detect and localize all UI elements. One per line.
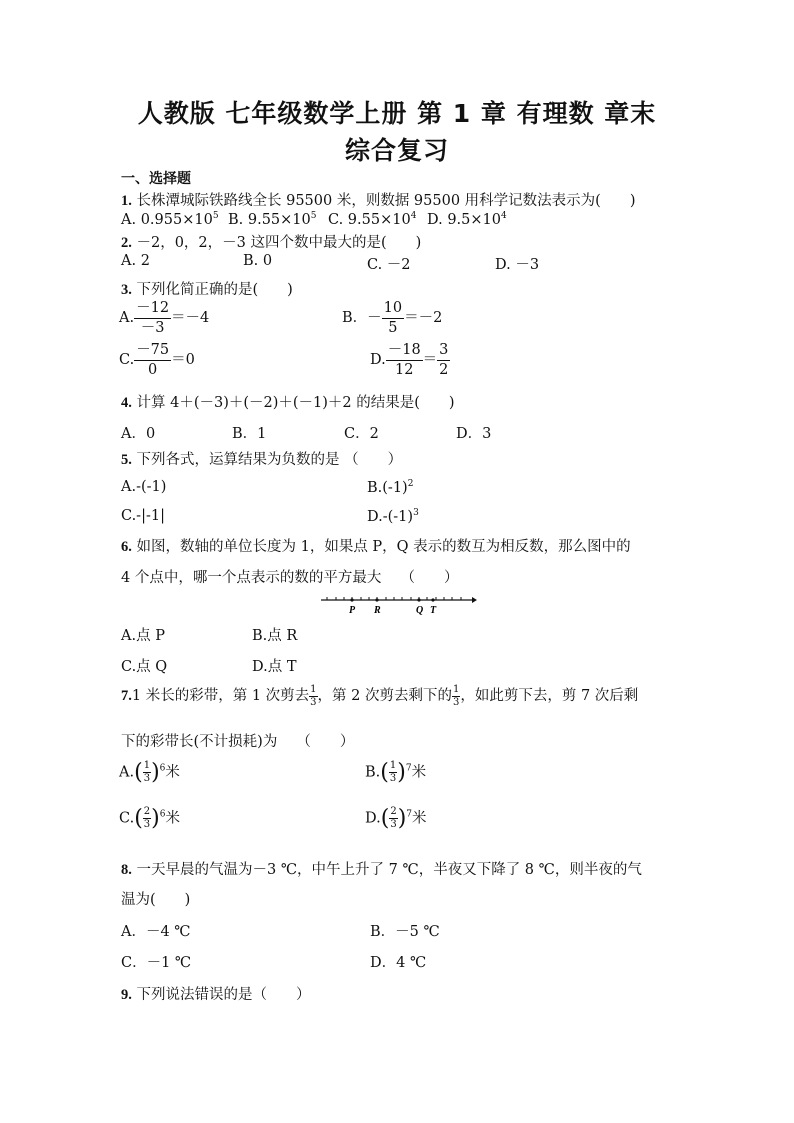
label-t: T — [430, 605, 437, 616]
q8-option-c: C．－1 ℃ — [121, 955, 192, 971]
page-title-line2: 综合复习 — [344, 136, 449, 165]
question-3: 3. 下列化简正确的是( ) — [121, 282, 293, 298]
question-7-line1: 7.1 米长的彩带，第 1 次剪去 $\frac{1}{3}$ ，第 2 次剪去剩下的 $\frac{1}{3}$ ，如此剪下去，剪 7 次后剩 — [121, 683, 639, 708]
q3-option-b: B．－ $\frac{10}{5}$ ＝－2 — [342, 300, 443, 336]
number-line-figure — [318, 592, 478, 616]
q3-option-d: D. $\frac{-18}{12}$ ＝ $\frac{3}{2}$ — [370, 342, 449, 378]
point-p — [350, 598, 353, 601]
q7-option-a: A.( $\frac{1}{3}$ )$^6$米 — [119, 760, 180, 785]
q2-option-d: D. －3 — [495, 257, 540, 273]
q4-option-d: D．3 — [456, 426, 492, 442]
q6-option-b: B.点 R — [252, 628, 298, 644]
label-p: P — [349, 605, 356, 616]
question-1 — [121, 189, 636, 210]
q1-option-d: D. $9.5\times 10^4$ — [427, 211, 507, 228]
q5-option-c: C.-|-1| — [121, 508, 165, 524]
q2-option-c: C. －2 — [367, 257, 411, 273]
point-t — [431, 598, 434, 601]
q6-option-d: D.点 T — [252, 659, 297, 675]
point-r — [375, 598, 378, 601]
label-r: R — [374, 605, 381, 616]
q5-option-d: $D.-(-1)^3$ — [367, 508, 419, 525]
q3-option-a: A. $\frac{-12}{-3}$ ＝－4 — [119, 300, 210, 336]
label-q: Q — [416, 605, 424, 616]
number-line-arrow — [472, 597, 477, 603]
question-8-line1: 8. 一天早晨的气温为－3 ℃，中午上升了 7 ℃，半夜又下降了 8 ℃，则半夜的气 — [121, 862, 642, 878]
q6-option-c: C.点 Q — [121, 659, 168, 675]
question-8-line2: 温为( ) — [121, 892, 191, 908]
q1-option-c: C. $9.55\times 10^4$ — [328, 211, 417, 228]
q7-option-b: B.( $\frac{1}{3}$ )$^7$米 — [365, 760, 427, 785]
q1-option-b: B. $9.55\times 10^5$ — [228, 211, 317, 228]
q4-option-b: B．1 — [232, 426, 267, 442]
question-text: 长株潭城际铁路线全长 95500 米，则数据 95500 用科学记数法表示为( ) — [136, 193, 636, 209]
question-6-line2: 4 个点中，哪一个点表示的数的平方最大 （ ） — [121, 570, 459, 586]
point-q — [417, 598, 420, 601]
question-number: 1. — [121, 193, 132, 209]
question-7-line2: 下的彩带长(不计损耗)为 （ ） — [121, 734, 355, 750]
q4-option-c: C．2 — [344, 426, 379, 442]
q6-option-a: A.点 P — [121, 628, 165, 644]
q3-option-c: C. $\frac{-75}{0}$ ＝0 — [119, 342, 195, 378]
q5-option-a: A.-(-1) — [121, 479, 167, 495]
question-5: 5. 下列各式，运算结果为负数的是 （ ） — [121, 452, 403, 468]
section-heading: 一、选择题 — [121, 171, 191, 187]
q5-option-b: $B.(-1)^2$ — [367, 479, 414, 496]
question-2: 2. －2，0，2，－3 这四个数中最大的是( ) — [121, 235, 422, 251]
q1-option-a: A. $0.955\times 10^5$ — [121, 211, 219, 228]
question-6-line1: 6. 如图，数轴的单位长度为 1，如果点 P，Q 表示的数互为相反数，那么图中的 — [121, 539, 631, 555]
page-title-line1: 人教版 七年级数学上册 第 1 章 有理数 章末 — [137, 99, 657, 128]
q2-option-a: A. 2 — [121, 253, 150, 269]
q7-option-d: D.( $\frac{2}{3}$ )$^7$米 — [365, 806, 427, 831]
q8-option-d: D．4 ℃ — [370, 955, 427, 971]
q7-option-c: C.( $\frac{2}{3}$ )$^6$米 — [119, 806, 180, 831]
q2-option-b: B. 0 — [243, 253, 273, 269]
question-4: 4. 计算 4＋(－3)＋(－2)＋(－1)＋2 的结果是( ) — [121, 395, 455, 411]
q8-option-b: B．－5 ℃ — [370, 924, 440, 940]
q4-option-a: A．0 — [121, 426, 156, 442]
question-9: 9. 下列说法错误的是（ ） — [121, 987, 311, 1003]
q8-option-a: A．－4 ℃ — [121, 924, 191, 940]
